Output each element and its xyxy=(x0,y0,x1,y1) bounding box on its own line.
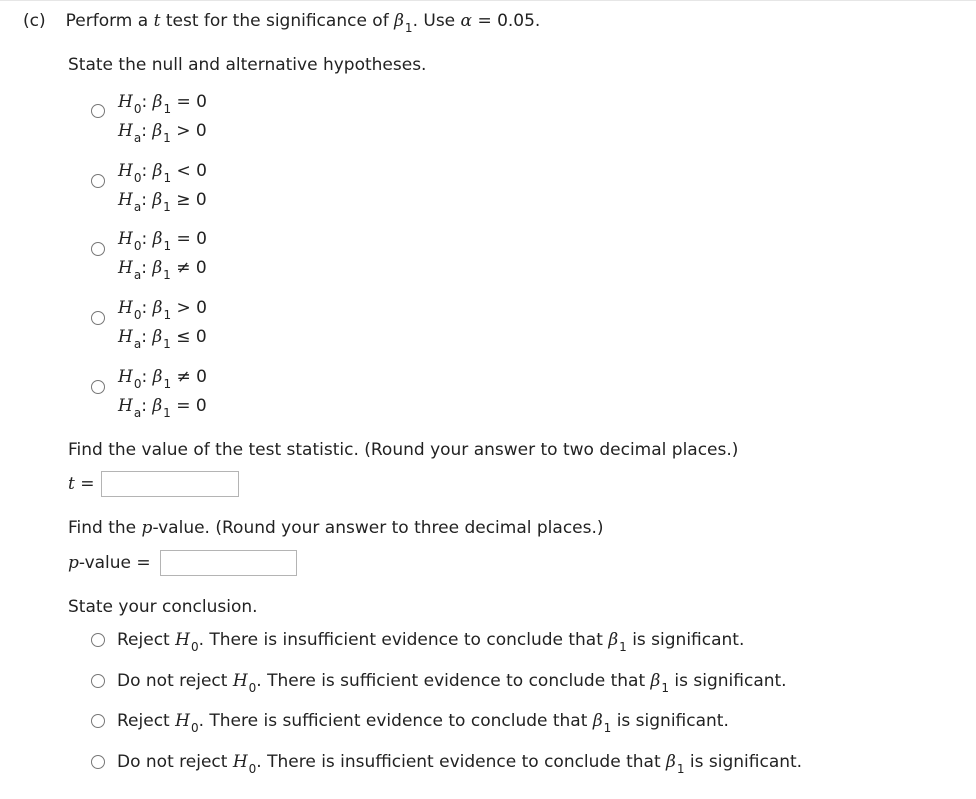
null-operator: = 0 xyxy=(176,92,207,112)
beta-symbol: β xyxy=(650,671,661,691)
h-symbol: H xyxy=(118,92,133,112)
colon: : xyxy=(141,327,147,347)
beta-symbol: β xyxy=(152,258,163,278)
colon: : xyxy=(141,298,148,318)
h-sub: 0 xyxy=(190,640,199,654)
h-sub: 0 xyxy=(133,102,142,116)
conclusion-action: Reject xyxy=(117,630,170,650)
h-sub: a xyxy=(133,406,142,420)
conclusion-tail: is significant. xyxy=(689,752,803,772)
conclusion-option-3[interactable] xyxy=(117,711,729,735)
null-operator: = 0 xyxy=(176,229,207,249)
h-sub: 0 xyxy=(133,308,142,322)
prompt-pre: Perform a xyxy=(65,11,149,31)
hypothesis-radio-5[interactable] xyxy=(91,380,105,394)
null-hypothesis xyxy=(118,294,207,323)
h-sub: a xyxy=(133,200,142,214)
conclusion-action: Do not reject xyxy=(117,671,228,691)
h-symbol: H xyxy=(118,396,133,416)
colon: : xyxy=(141,161,148,181)
h-sub: 0 xyxy=(133,377,142,391)
t-statistic-input[interactable] xyxy=(101,471,239,497)
p-value-instruction xyxy=(68,518,604,538)
hypothesis-option-1[interactable] xyxy=(118,88,207,146)
alt-operator: > 0 xyxy=(176,121,207,141)
h-symbol: H xyxy=(175,711,190,731)
t-label xyxy=(68,474,95,494)
beta-sub: 1 xyxy=(163,406,171,420)
h-sub: a xyxy=(133,268,142,282)
beta-sub: 1 xyxy=(163,102,172,116)
colon: : xyxy=(141,190,147,210)
h-symbol: H xyxy=(118,327,133,347)
prompt-post: . Use xyxy=(412,11,456,31)
hypothesis-radio-1[interactable] xyxy=(91,104,105,118)
colon: : xyxy=(141,396,147,416)
h-sub: 0 xyxy=(133,239,142,253)
null-hypothesis xyxy=(118,225,207,254)
p-value-input[interactable] xyxy=(160,550,297,576)
h-sub: 0 xyxy=(133,171,142,185)
h-symbol: H xyxy=(118,258,133,278)
conclusion-instruction: State your conclusion. xyxy=(68,597,258,617)
conclusion-middle: . There is insufficient evidence to conclude that xyxy=(198,630,603,650)
beta-sub: 1 xyxy=(163,239,172,253)
question-header xyxy=(23,11,541,35)
beta-symbol: β xyxy=(592,711,603,731)
prompt-alpha-value: = 0.05. xyxy=(477,11,541,31)
p-label-post: -value xyxy=(78,553,132,573)
t-var: t xyxy=(68,474,75,494)
beta-sub: 1 xyxy=(163,131,171,145)
conclusion-option-1[interactable] xyxy=(117,630,745,654)
beta-sub: 1 xyxy=(163,268,171,282)
conclusion-radio-1[interactable] xyxy=(91,633,105,647)
colon: : xyxy=(141,367,148,387)
hypothesis-radio-2[interactable] xyxy=(91,174,105,188)
conclusion-radio-2[interactable] xyxy=(91,674,105,688)
beta-sub: 1 xyxy=(676,762,685,776)
beta-sub: 1 xyxy=(661,681,669,695)
h-sub: 0 xyxy=(190,721,199,735)
prompt-var-t: t xyxy=(153,11,161,31)
null-operator: ≠ 0 xyxy=(176,367,207,387)
p-instruction-pre: Find the xyxy=(68,518,137,538)
beta-symbol: β xyxy=(152,92,163,112)
colon: : xyxy=(141,258,147,278)
beta-sub: 1 xyxy=(163,200,171,214)
h-symbol: H xyxy=(118,229,133,249)
beta-sub: 1 xyxy=(163,171,172,185)
h-sub: 0 xyxy=(248,762,257,776)
null-operator: > 0 xyxy=(176,298,207,318)
conclusion-tail: is significant. xyxy=(616,711,729,731)
beta-symbol: β xyxy=(152,190,163,210)
beta-symbol: β xyxy=(152,396,163,416)
hypothesis-option-4[interactable] xyxy=(118,294,207,352)
alt-hypothesis xyxy=(118,117,207,146)
alt-operator: ≤ 0 xyxy=(176,327,207,347)
beta-symbol: β xyxy=(152,121,163,141)
h-symbol: H xyxy=(232,752,248,772)
prompt-beta-sub: 1 xyxy=(404,21,413,35)
h-sub: a xyxy=(133,337,142,351)
prompt-alpha: α xyxy=(460,11,473,31)
beta-symbol: β xyxy=(152,161,163,181)
beta-symbol: β xyxy=(608,630,619,650)
null-hypothesis xyxy=(118,363,207,392)
colon: : xyxy=(141,229,148,249)
conclusion-tail: is significant. xyxy=(674,671,787,691)
alt-operator: ≠ 0 xyxy=(176,258,207,278)
conclusion-radio-3[interactable] xyxy=(91,714,105,728)
beta-symbol: β xyxy=(152,298,163,318)
beta-sub: 1 xyxy=(163,377,172,391)
colon: : xyxy=(141,92,148,112)
hypothesis-option-3[interactable] xyxy=(118,225,207,283)
h-symbol: H xyxy=(118,161,133,181)
beta-sub: 1 xyxy=(163,308,172,322)
h-sub: 0 xyxy=(248,681,257,695)
hypothesis-option-5[interactable] xyxy=(118,363,207,421)
alt-operator: ≥ 0 xyxy=(176,190,207,210)
beta-sub: 1 xyxy=(163,337,171,351)
alt-hypothesis xyxy=(118,186,207,215)
hypothesis-radio-4[interactable] xyxy=(91,311,105,325)
conclusion-tail: is significant. xyxy=(632,630,745,650)
beta-symbol: β xyxy=(152,367,163,387)
h-symbol: H xyxy=(118,367,133,387)
null-operator: < 0 xyxy=(176,161,207,181)
beta-symbol: β xyxy=(666,752,676,772)
h-symbol: H xyxy=(175,630,190,650)
h-symbol: H xyxy=(118,190,133,210)
top-divider xyxy=(0,0,976,1)
h-symbol: H xyxy=(118,298,133,318)
prompt-beta: β xyxy=(394,11,404,31)
hypothesis-option-2[interactable] xyxy=(118,157,207,215)
null-hypothesis xyxy=(118,88,207,117)
h-sub: a xyxy=(133,131,142,145)
p-instruction-post: -value. (Round your answer to three decimal places.) xyxy=(152,518,604,538)
p-instruction-var: p xyxy=(141,518,153,538)
beta-sub: 1 xyxy=(619,640,627,654)
p-label-var: p xyxy=(68,553,79,573)
alt-operator: = 0 xyxy=(176,396,207,416)
null-hypothesis xyxy=(118,157,207,186)
hypotheses-instruction: State the null and alternative hypotheses. xyxy=(68,55,427,75)
beta-sub: 1 xyxy=(603,721,612,735)
conclusion-option-4[interactable] xyxy=(117,752,803,776)
p-value-label xyxy=(68,553,151,573)
alt-hypothesis xyxy=(118,254,207,283)
h-symbol: H xyxy=(118,121,133,141)
p-equals: = xyxy=(136,553,151,573)
beta-symbol: β xyxy=(152,229,163,249)
t-equals: = xyxy=(80,474,95,494)
conclusion-option-2[interactable] xyxy=(117,671,787,695)
alt-hypothesis xyxy=(118,323,207,352)
conclusion-middle: . There is insufficient evidence to conclude that xyxy=(256,752,661,772)
colon: : xyxy=(141,121,147,141)
conclusion-middle: . There is sufficient evidence to conclude that xyxy=(198,711,588,731)
conclusion-middle: . There is sufficient evidence to conclude that xyxy=(256,671,646,691)
beta-symbol: β xyxy=(152,327,163,347)
conclusion-action: Reject xyxy=(117,711,170,731)
h-symbol: H xyxy=(232,671,248,691)
hypothesis-radio-3[interactable] xyxy=(91,242,105,256)
test-statistic-instruction: Find the value of the test statistic. (Round your answer to two decimal places.) xyxy=(68,440,739,460)
prompt-mid: test for the significance of xyxy=(165,11,389,31)
conclusion-action: Do not reject xyxy=(117,752,228,772)
conclusion-radio-4[interactable] xyxy=(91,755,105,769)
alt-hypothesis xyxy=(118,392,207,421)
part-label: (c) xyxy=(23,11,46,31)
